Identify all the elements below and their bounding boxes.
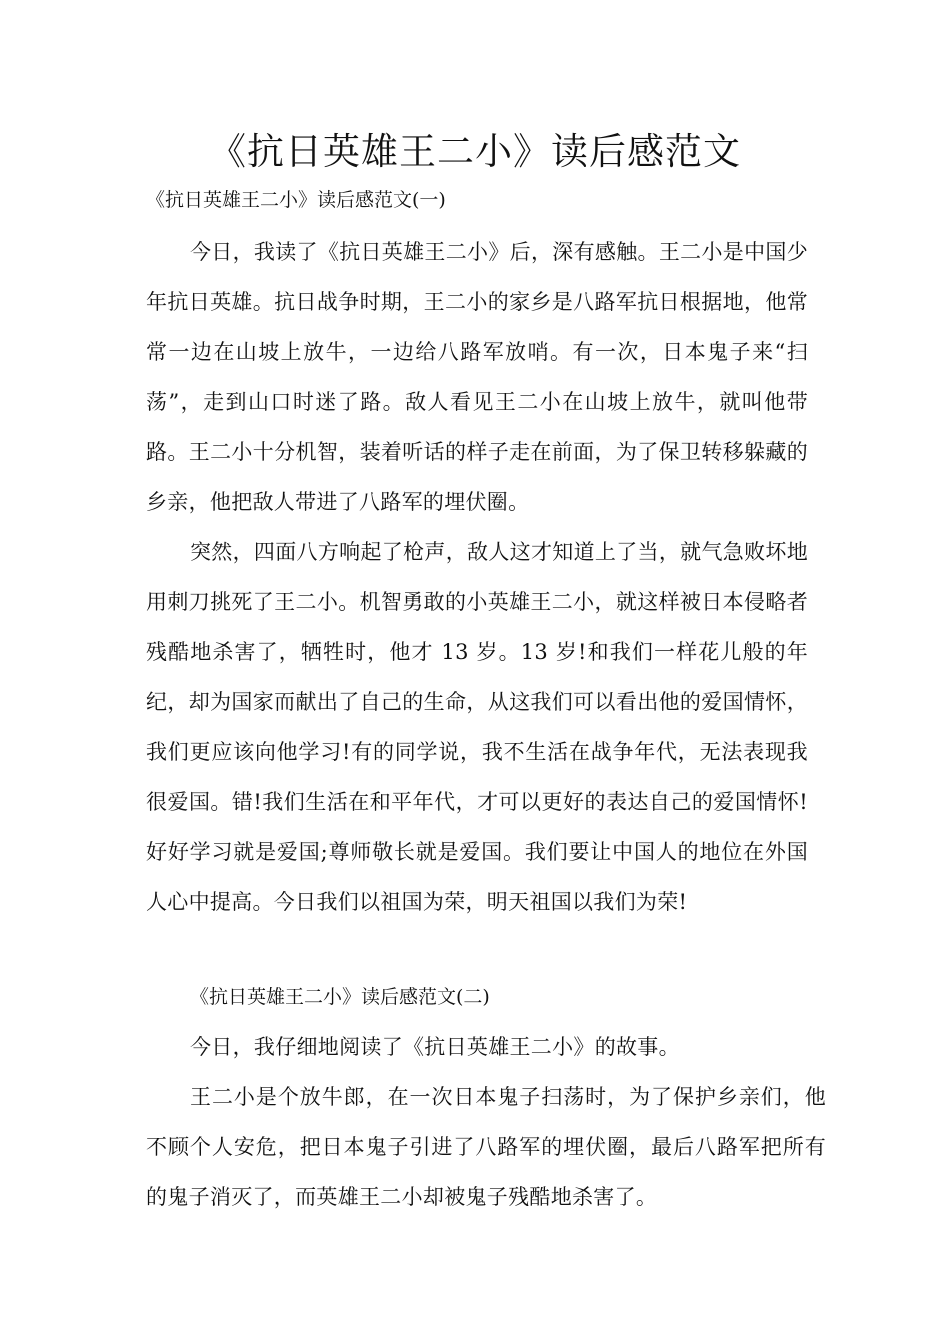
paragraph-1: 今日，我读了《抗日英雄王二小》后，深有感触。王二小是中国少年抗日英雄。抗日战争时期，王二小的家乡是八路军抗日根据地，他常常一边在山坡上放牛，一边给八路军放哨。有一次，日本鬼子来“扫荡”，走到山口时迷了路。敌人看见王二小在山坡上放牛，就叫他带路。王二小十分机智，装着听话的样子走在前面，为了保卫转移躲藏的乡亲，他把敌人带进了八路军的埋伏圈。: [146, 240, 808, 514]
paragraph-3: 今日，我仔细地阅读了《抗日英雄王二小》的故事。: [190, 1035, 680, 1059]
section-heading-1: 《抗日英雄王二小》读后感范文(一): [146, 189, 446, 211]
section-heading-2: 《抗日英雄王二小》读后感范文(二): [190, 986, 490, 1008]
document-title: 《抗日英雄王二小》读后感范文: [209, 130, 741, 173]
paragraph-4: 王二小是个放牛郎，在一次日本鬼子扫荡时，为了保护乡亲们，他不顾个人安危，把日本鬼子引进了八路军的埋伏圈，最后八路军把所有的鬼子消灭了，而英雄王二小却被鬼子残酷地杀害了。: [146, 1085, 826, 1209]
paragraph-2: 突然，四面八方响起了枪声，敌人这才知道上了当，就气急败坏地用刺刀挑死了王二小。机智勇敢的小英雄王二小，就这样被日本侵略者残酷地杀害了，牺牲时，他才 13 岁。13 岁!和我们一样花儿般的年纪，却为国家而献出了自己的生命，从这我们可以看出他的爱国情怀，我们更应该向他学习!有的同学说，我不生活在战争年代，无法表现我很爱国。错!我们生活在和平年代，才可以更好的表达自己的爱国情怀!好好学习就是爱国;尊师敬长就是爱国。我们要让中国人的地位在外国人心中提高。今日我们以祖国为荣，明天祖国以我们为荣!: [146, 540, 808, 914]
